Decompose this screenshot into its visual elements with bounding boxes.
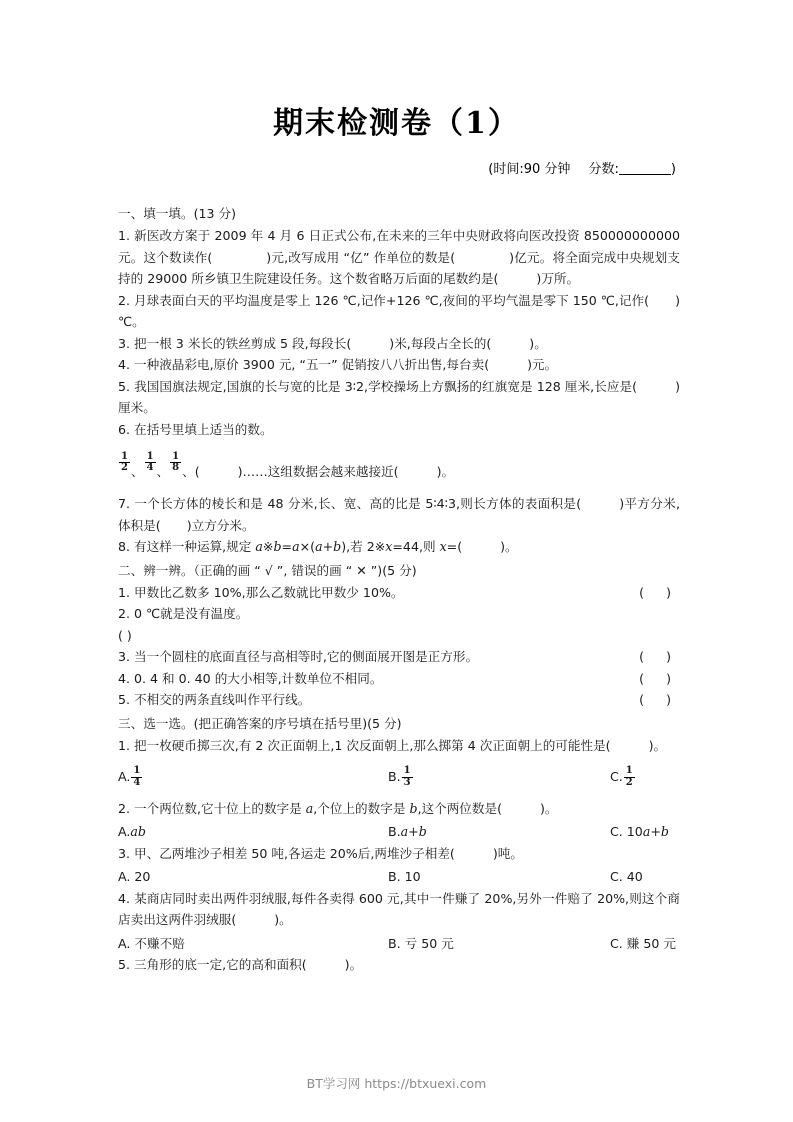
mc1-choices [118,766,680,788]
q8-close: ),若 2※ [341,539,386,555]
mc1-b-den: 3 [403,776,411,788]
mc3-b-label: B. 10 [388,869,421,885]
question-fill-3 [118,333,680,355]
mc2-choice-b[interactable] [388,821,610,843]
mc3-part1: 3. 甲、乙两堆沙子相差 50 吨,各运走 20%后,两堆沙子相差( [118,845,455,861]
q8-var-x2: x [439,539,447,555]
exam-meta [0,158,793,177]
tf2-text: 2. 0 ℃就是没有温度。 [118,606,249,622]
meta-close: ) [670,162,676,177]
question-tf-4 [118,668,680,690]
mc1-choice-a-label: A. [118,769,131,785]
section-heading-fill: 一、填一填。(13 分) [118,206,237,221]
mc5-part1: 5. 三角形的底一定,它的高和面积( [118,957,307,973]
q6-prompt: 6. 在括号里填上适当的数。 [118,421,273,437]
question-fill-8 [118,536,680,558]
question-mc-5 [118,954,680,976]
q6-tail-2: )……这组数据会越来越接近( [237,464,399,480]
mc3-choice-b[interactable] [388,866,610,888]
q8-end: =( [446,539,463,555]
tf4-answer-box[interactable]: ( ) [639,670,680,686]
question-fill-6 [118,419,680,483]
mc4-a-label: A. 不赚不赔 [118,935,185,951]
q6-frac2-den: 4 [146,462,154,474]
q1-part4: )万所。 [536,271,580,286]
question-fill-5 [118,376,680,419]
q6-frac2-num: 1 [146,451,154,462]
score-label: 分数: [588,162,619,177]
question-tf-2 [118,603,680,646]
page-title: 期末检测卷（1） [273,106,520,141]
q6-sep-2: 、 [156,464,170,480]
mc1-c-den: 2 [625,776,633,788]
mc2-part4: )。 [539,800,558,816]
title-block [0,0,793,177]
footer-watermark: BT学习网 https://btxuexi.com [306,1076,487,1091]
q6-fraction-2 [144,452,170,482]
mc1-choice-b-label: B. [388,769,401,785]
mc2-choice-c[interactable] [610,821,680,843]
question-tf-1 [118,582,680,604]
mc2-b-value: a+b [400,824,427,840]
q4-part1: 4. 一种液晶彩电,原价 3900 元, “五一” 促销按八八折出售,每台卖( [118,357,490,372]
q8-var-b: b [273,539,282,555]
mc3-a-label: A. 20 [118,869,151,885]
q3-part2: )米,每段占全长的( [389,335,492,351]
q1-part2: )元,改写成用 “亿” 作单位的数是( [266,249,456,265]
q6-frac3-den: 8 [172,462,180,474]
q7-part3: )立方分米。 [186,517,255,533]
q2-part1: 2. 月球表面白天的平均温度是零上 126 ℃,记作+126 ℃,夜间的平均气温是零下 150 ℃,记作( [118,292,650,308]
mc4-c-label: C. 赚 50 元 [610,935,677,951]
q8-prefix: 8. 有这样一种运算,规定 [118,539,256,555]
mc4-choice-c[interactable] [610,933,680,955]
mc4-choices [118,933,680,955]
mc2-part1: 2. 一个两位数,它十位上的数字是 [118,800,306,816]
mc4-part2: )。 [274,912,292,928]
mc2-c-label: C. 10 [610,824,643,840]
mc2-a-label: A. [118,824,131,840]
q8-var-x1: x [385,539,393,555]
q2-part2: )℃。 [118,292,680,329]
q4-part2: )元。 [527,357,558,372]
mc3-choice-c[interactable] [610,866,680,888]
mc2-part2: ,个位上的数字是 [313,800,410,816]
tf3-answer-box[interactable]: ( ) [639,649,680,665]
question-fill-7 [118,493,680,536]
mc1-a-den: 4 [133,776,141,788]
score-blank[interactable] [619,174,671,175]
q6-fraction-1 [118,452,144,482]
mc1-choice-c[interactable] [610,766,680,788]
tf5-text: 5. 不相交的两条直线叫作平行线。 [118,692,311,708]
question-mc-3 [118,843,680,865]
q8-operator-icon: ※ [262,539,274,555]
question-mc-4 [118,888,680,931]
mc3-choices [118,866,680,888]
mc1-part2: )。 [648,737,667,753]
exam-content [0,203,793,976]
mc2-b-label: B. [388,824,401,840]
question-fill-2 [118,290,680,333]
mc4-choice-a[interactable] [118,933,388,955]
q1-part1: 1. 新医改方案于 2009 年 4 月 6 日正式公布,在未来的三年中央财政将向医改投资 850000000000 元。这个数读作( [118,228,680,265]
tf4-text: 4. 0. 4 和 0. 40 的大小相等,计数单位不相同。 [118,670,383,686]
mc5-part2: )。 [344,957,363,973]
q8-tail: )。 [500,539,518,555]
q6-frac1-num: 1 [121,451,128,462]
mc1-choice-c-label: C. [610,769,623,785]
tf1-text: 1. 甲数比乙数多 10%,那么乙数就比甲数少 10%。 [118,584,404,600]
mc3-c-label: C. 40 [610,869,643,885]
q8-equals: = [281,539,293,555]
tf3-text: 3. 当一个圆柱的底面直径与高相等时,它的侧面展开图是正方形。 [118,649,479,665]
q6-tail-1: ( [194,464,200,480]
q8-value: =44,则 [392,539,440,555]
mc2-part3: ,这个两位数是( [417,800,502,816]
tf2-answer-box[interactable]: ( ) [118,627,132,643]
q8-expr-ab: a+b [315,539,342,555]
section-heading-choice: 三、选一选。(把正确答案的序号填在括号里)(5 分) [118,715,402,731]
question-mc-2 [118,798,680,820]
q6-sequence [118,452,680,482]
mc1-a-num: 1 [133,765,141,777]
tf5-answer-box[interactable]: ( ) [639,692,680,708]
mc2-c-value: a+b [642,824,669,840]
q1-part3: )亿元。将全面完成中央规划支持的 29000 所乡镇卫生院建设任务。这个数省略万后面的尾数约是( [118,249,680,286]
q7-part1: 7. 一个长方体的棱长和是 48 分米,长、宽、高的比是 5∶4∶3,则长方体的表面积是( [118,496,582,512]
q3-part1: 3. 把一根 3 米长的铁丝剪成 5 段,每段长( [118,335,352,351]
mc1-choice-b[interactable] [388,766,610,788]
q5-part2: )厘米。 [118,378,680,415]
mc1-b-num: 1 [403,765,411,777]
q8-var-a: a [255,539,263,555]
mc1-choice-a[interactable] [118,766,388,788]
question-fill-1 [118,225,680,290]
q6-sep-1: 、 [130,464,144,480]
mc1-c-num: 1 [625,765,633,777]
q6-tail-3: )。 [436,464,455,480]
q6-frac1-den: 2 [121,462,128,474]
question-mc-1 [118,735,680,757]
q5-part1: 5. 我国国旗法规定,国旗的长与宽的比是 3∶2,学校操场上方飘扬的红旗宽是 128 厘米,长应是( [118,378,638,394]
q7-part2: )平方分米,体积是( [118,496,680,533]
mc3-part2: )吨。 [492,845,523,861]
q3-part3: )。 [529,335,547,351]
q6-frac3-num: 1 [172,451,180,462]
mc2-choices [118,821,680,843]
mc4-part1: 4. 某商店同时卖出两件羽绒服,每件各卖得 600 元,其中一件赚了 20%,另外一件赔了 20%,则这个商店卖出这两件羽绒服( [118,890,680,928]
mc4-b-label: B. 亏 50 元 [388,935,454,951]
q8-var-c: a [292,539,300,555]
mc2-choice-a[interactable] [118,821,388,843]
q8-times: ×( [299,539,316,555]
mc3-choice-a[interactable] [118,866,388,888]
time-label: (时间:90 分钟 [488,162,571,177]
mc2-var-b: b [409,800,418,816]
q6-fraction-3 [169,452,195,482]
mc4-choice-b[interactable] [388,933,610,955]
tf1-answer-box[interactable]: ( ) [639,584,680,600]
question-tf-5 [118,689,680,711]
mc2-var-a: a [305,800,314,816]
question-fill-4 [118,354,680,376]
section-heading-truefalse: 二、辨一辨。（正确的画 “ √ ”, 错误的画 “ ✕ ”)(5 分) [118,562,417,578]
q6-sep-3: 、 [182,464,195,480]
mc2-a-value: ab [130,824,146,840]
mc1-part1: 1. 把一枚硬币掷三次,有 2 次正面朝上,1 次反面朝上,那么掷第 4 次正面朝上的可能性是( [118,737,611,753]
question-tf-3 [118,646,680,668]
